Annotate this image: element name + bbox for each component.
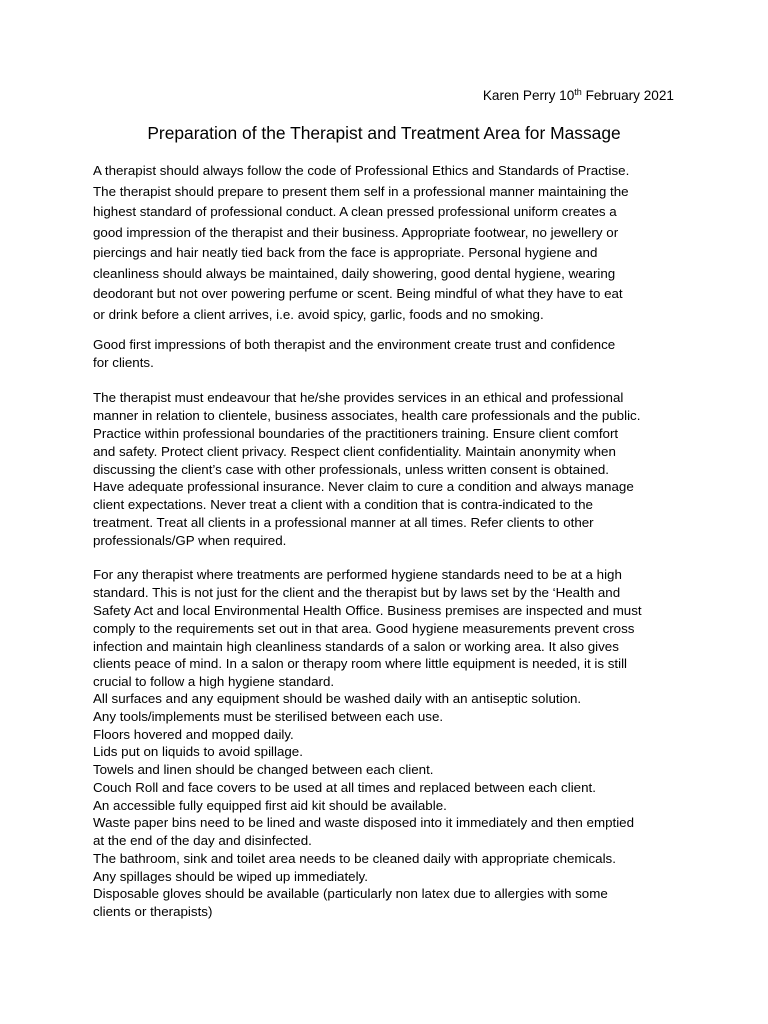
text-line: The bathroom, sink and toilet area needs to be cleaned daily with appropriate chemicals.: [93, 850, 616, 866]
text-line: Lids put on liquids to avoid spillage.: [93, 744, 303, 760]
text-line: The therapist should prepare to present them self in a professional manner maintaining the: [93, 183, 629, 199]
text-line: The therapist must endeavour that he/she provides services in an ethical and professional: [93, 390, 624, 405]
text-line: clients peace of mind. In a salon or therapy room where little equipment is needed, it is still: [93, 656, 628, 672]
text-line: treatment. Treat all clients in a professional manner at all times. Refer clients to other: [93, 515, 594, 531]
text-line: professionals/GP when required.: [93, 533, 287, 549]
text-line: Disposable gloves should be available (particularly non latex due to allergies with some: [93, 886, 608, 902]
text-line: piercings and hair neatly tied back from the face is appropriate. Personal hygiene and: [93, 245, 598, 260]
text-line: Practice within professional boundaries of the practitioners training. Ensure client comfort: [93, 425, 619, 441]
text-line: deodorant but not over powering perfume or scent. Being mindful of what they have to eat: [93, 286, 623, 301]
text-line: crucial to follow a high hygiene standard.: [93, 674, 335, 690]
text-line: Safety Act and local Environmental Health Office. Business premises are inspected and must: [93, 602, 642, 618]
text-line: Couch Roll and face covers to be used at all times and replaced between each client.: [93, 779, 596, 795]
text-line: client expectations. Never treat a client with a condition that is contra-indicated to the: [93, 497, 593, 513]
text-line: comply to the requirements set out in that area. Good hygiene measurements prevent cross: [93, 620, 635, 636]
text-line: Any spillages should be wiped up immediately.: [93, 868, 368, 884]
text-line: Have adequate professional insurance. Never claim to cure a condition and always manage: [93, 479, 634, 495]
text-line: at the end of the day and disinfected.: [93, 833, 312, 848]
text-line: manner in relation to clientele, business associates, health care professionals and the public.: [93, 407, 641, 423]
text-line: A therapist should always follow the code of Professional Ethics and Standards of Practise.: [93, 163, 630, 178]
text-line: For any therapist where treatments are performed hygiene standards need to be at a high: [93, 567, 622, 582]
text-line: for clients.: [93, 354, 154, 370]
text-line: Any tools/implements must be sterilised between each use.: [93, 708, 444, 724]
paragraph-5: [93, 690, 693, 921]
text-line: infection and maintain high cleanliness standards of a salon or working area. It also gives: [93, 638, 619, 654]
paragraph-2: [93, 336, 693, 372]
text-line: or drink before a client arrives, i.e. avoid spicy, garlic, foods and no smoking.: [93, 306, 544, 322]
paragraph-4: [93, 566, 693, 691]
text-line: Good first impressions of both therapist and the environment create trust and confidence: [93, 337, 616, 352]
text-line: Floors hovered and mopped daily.: [93, 726, 294, 742]
paragraph-1: [93, 161, 693, 325]
author-date-month-year: February 2021: [581, 88, 674, 103]
author-date-line: [483, 87, 674, 105]
document-title: Preparation of the Therapist and Treatment Area for Massage: [147, 123, 621, 143]
text-line: clients or therapists): [93, 904, 213, 919]
author-date-text: Karen Perry 10: [482, 88, 575, 103]
text-line: highest standard of professional conduct. A clean pressed professional uniform creates a: [93, 204, 617, 219]
text-line: An accessible fully equipped first aid kit should be available.: [93, 797, 447, 813]
text-line: good impression of the therapist and their business. Appropriate footwear, no jewellery or: [93, 224, 619, 240]
text-line: All surfaces and any equipment should be washed daily with an antiseptic solution.: [93, 691, 582, 706]
text-line: and safety. Protect client privacy. Respect client confidentiality. Maintain anonymity when: [93, 443, 616, 459]
text-line: standard. This is not just for the client and the therapist but by laws set by the ‘Health and: [93, 584, 621, 600]
text-line: cleanliness should always be maintained, daily showering, good dental hygiene, wearing: [93, 265, 616, 281]
text-line: discussing the client’s case with other professionals, unless written consent is obtained.: [93, 461, 609, 477]
text-line: Waste paper bins need to be lined and waste disposed into it immediately and then emptied: [93, 815, 635, 831]
date-ordinal-suffix: th: [574, 87, 582, 97]
paragraph-3: [93, 389, 693, 550]
text-line: Towels and linen should be changed between each client.: [93, 762, 434, 777]
